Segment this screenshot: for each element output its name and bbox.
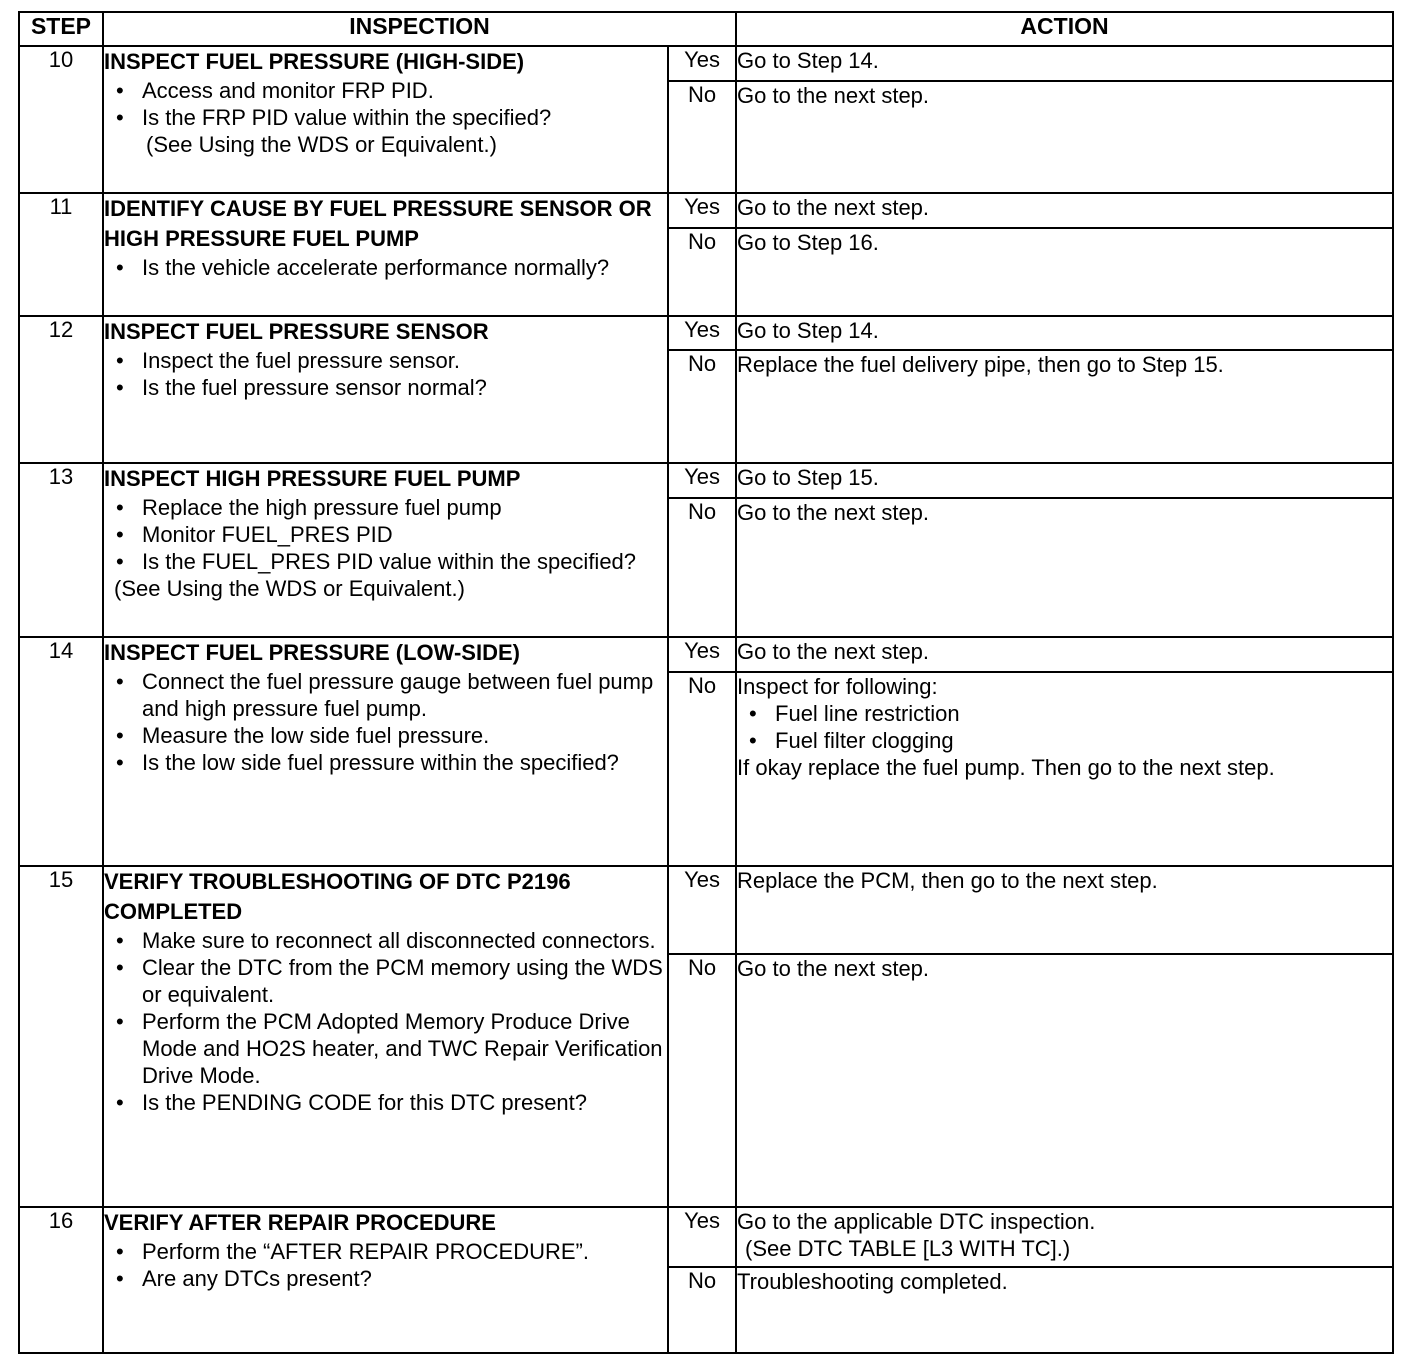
inspection-bullets xyxy=(104,77,667,131)
inspection-bullets xyxy=(104,494,667,575)
step-16-yes-row xyxy=(19,1207,1393,1267)
yes-action: Go to Step 14. xyxy=(736,316,1393,350)
header-step: STEP xyxy=(19,12,103,46)
no-label: No xyxy=(668,228,736,316)
inspection-bullet: • Make sure to reconnect all disconnected connectors. xyxy=(142,927,667,954)
inspection-bullets xyxy=(104,927,667,1116)
inspection-bullets xyxy=(104,668,667,776)
inspection-note: (See Using the WDS or Equivalent.) xyxy=(114,575,465,601)
inspection-note: (See Using the WDS or Equivalent.) xyxy=(146,132,497,157)
inspection-title: INSPECT HIGH PRESSURE FUEL PUMP xyxy=(104,465,521,491)
inspection-title: INSPECT FUEL PRESSURE (LOW-SIDE) xyxy=(104,639,520,665)
inspection-bullet: • Is the vehicle accelerate performance normally? xyxy=(142,254,667,281)
inspection-bullets xyxy=(104,347,667,401)
inspection-bullet: • Is the fuel pressure sensor normal? xyxy=(142,374,667,401)
inspection-bullets xyxy=(104,254,667,281)
step-12-yes-row xyxy=(19,316,1393,350)
step-15-yes-row xyxy=(19,866,1393,954)
step-number: 11 xyxy=(19,193,103,316)
inspection-bullet: • Inspect the fuel pressure sensor. xyxy=(142,347,667,374)
step-10-yes-row xyxy=(19,46,1393,81)
step-14-yes-row xyxy=(19,637,1393,672)
no-label: No xyxy=(668,498,736,637)
step-11-yes-row xyxy=(19,193,1393,228)
inspection-cell xyxy=(103,193,668,316)
no-action: Replace the fuel delivery pipe, then go to Step 15. xyxy=(736,350,1393,462)
yes-label: Yes xyxy=(668,637,736,672)
step-number: 10 xyxy=(19,46,103,193)
step-13-yes-row xyxy=(19,463,1393,498)
no-action-outro: If okay replace the fuel pump. Then go to the next step. xyxy=(737,754,1275,780)
yes-label: Yes xyxy=(668,1207,736,1267)
inspection-bullet: • Measure the low side fuel pressure. xyxy=(142,722,667,749)
troubleshooting-table xyxy=(18,11,1394,1354)
inspection-bullet: • Is the low side fuel pressure within the specified? xyxy=(142,749,667,776)
no-label: No xyxy=(668,81,736,193)
no-action: Go to Step 16. xyxy=(736,228,1393,316)
no-action: Go to the next step. xyxy=(736,81,1393,193)
yes-label: Yes xyxy=(668,46,736,81)
inspection-title: VERIFY AFTER REPAIR PROCEDURE xyxy=(104,1209,496,1235)
yes-action: Go to the next step. xyxy=(736,637,1393,672)
yes-action-text: Go to the applicable DTC inspection. xyxy=(737,1208,1096,1234)
inspection-bullet: • Is the FRP PID value within the specified? xyxy=(142,104,667,131)
yes-action: Replace the PCM, then go to the next step. xyxy=(736,866,1393,954)
inspection-cell xyxy=(103,637,668,866)
inspection-title: IDENTIFY CAUSE BY FUEL PRESSURE SENSOR OR HIGH PRESSURE FUEL PUMP xyxy=(104,196,652,252)
inspection-title: INSPECT FUEL PRESSURE SENSOR xyxy=(104,319,489,345)
inspection-bullets xyxy=(104,1238,667,1292)
inspection-cell xyxy=(103,46,668,193)
inspection-title: VERIFY TROUBLESHOOTING OF DTC P2196 COMPLETED xyxy=(104,869,571,925)
step-number: 12 xyxy=(19,316,103,462)
no-action xyxy=(736,672,1393,866)
inspection-bullet: • Perform the “AFTER REPAIR PROCEDURE”. xyxy=(142,1238,667,1265)
yes-action: Go to the next step. xyxy=(736,193,1393,228)
yes-action: Go to Step 14. xyxy=(736,46,1393,81)
no-action-intro: Inspect for following: xyxy=(737,673,938,699)
no-action: Go to the next step. xyxy=(736,954,1393,1206)
inspection-bullet: • Replace the high pressure fuel pump xyxy=(142,494,667,521)
yes-label: Yes xyxy=(668,463,736,498)
no-action-bullet: • Fuel filter clogging xyxy=(775,727,1392,754)
no-label: No xyxy=(668,672,736,866)
yes-action xyxy=(736,1207,1393,1267)
step-number: 16 xyxy=(19,1207,103,1353)
no-label: No xyxy=(668,1267,736,1353)
inspection-bullet: • Are any DTCs present? xyxy=(142,1265,667,1292)
no-action: Troubleshooting completed. xyxy=(736,1267,1393,1353)
header-row xyxy=(19,12,1393,46)
yes-action-note: (See DTC TABLE [L3 WITH TC].) xyxy=(745,1235,1071,1261)
inspection-bullet: • Connect the fuel pressure gauge between fuel pump and high pressure fuel pump. xyxy=(142,668,667,722)
inspection-title: INSPECT FUEL PRESSURE (HIGH-SIDE) xyxy=(104,49,525,74)
inspection-cell xyxy=(103,316,668,462)
no-label: No xyxy=(668,350,736,462)
inspection-bullet: • Is the FUEL_PRES PID value within the specified? xyxy=(142,548,667,575)
yes-label: Yes xyxy=(668,193,736,228)
inspection-cell xyxy=(103,1207,668,1353)
header-inspection: INSPECTION xyxy=(103,12,736,46)
inspection-bullet: • Perform the PCM Adopted Memory Produce Drive Mode and HO2S heater, and TWC Repair Verification Drive Mode. xyxy=(142,1008,667,1089)
no-action-bullets xyxy=(737,700,1392,754)
inspection-bullet: • Monitor FUEL_PRES PID xyxy=(142,521,667,548)
no-action-bullet: • Fuel line restriction xyxy=(775,700,1392,727)
inspection-cell xyxy=(103,463,668,637)
inspection-bullet: • Is the PENDING CODE for this DTC present? xyxy=(142,1089,667,1116)
yes-label: Yes xyxy=(668,866,736,954)
inspection-cell xyxy=(103,866,668,1207)
step-number: 13 xyxy=(19,463,103,637)
header-action: ACTION xyxy=(736,12,1393,46)
yes-action: Go to Step 15. xyxy=(736,463,1393,498)
step-number: 15 xyxy=(19,866,103,1207)
inspection-bullet: • Access and monitor FRP PID. xyxy=(142,77,667,104)
step-number: 14 xyxy=(19,637,103,866)
no-label: No xyxy=(668,954,736,1206)
no-action: Go to the next step. xyxy=(736,498,1393,637)
yes-label: Yes xyxy=(668,316,736,350)
inspection-bullet: • Clear the DTC from the PCM memory using the WDS or equivalent. xyxy=(142,954,667,1008)
